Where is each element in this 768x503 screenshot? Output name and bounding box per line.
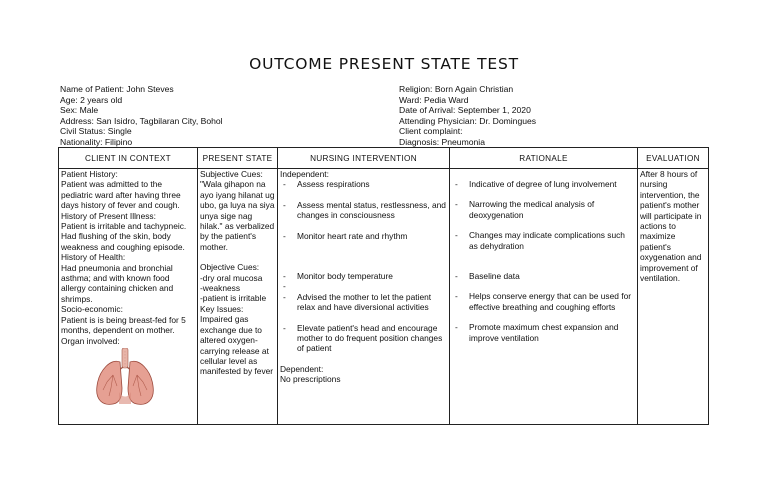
health-history-text: Had pneumonia and bronchial asthma; and with known food allergy containing chicken and shrimps. xyxy=(61,262,174,304)
present-illness-text: Patient is irritable and tachypneic. Had flushing of the skin, body weakness and coughing episode. xyxy=(61,221,187,252)
subjective-cues-label: Subjective Cues: xyxy=(200,169,263,179)
intervention-item: - Advised the mother to let the patient relax and have diversional activities xyxy=(283,291,432,313)
patient-info-right xyxy=(399,84,536,148)
objective-cue-1: -dry oral mucosa xyxy=(200,272,263,283)
header-evaluation: EVALUATION xyxy=(638,148,709,169)
intervention-item: - Monitor heart rate and rhythm xyxy=(283,230,408,241)
rationale-item: - Indicative of degree of lung involvement xyxy=(455,179,617,189)
objective-cue-2: -weakness xyxy=(200,283,241,294)
objective-cues-label: Objective Cues: xyxy=(200,262,260,273)
rationale-item: - Baseline data xyxy=(455,271,520,282)
organ-involved-label: Organ involved: xyxy=(61,335,120,346)
rationale-cell xyxy=(450,169,638,425)
evaluation-cell xyxy=(638,169,709,425)
evaluation-text: After 8 hours of nursing intervention, the patient's mother will participate in actions to maximize patient's oxygenation and improvement of ventilation. xyxy=(640,169,702,284)
patient-info-left xyxy=(60,84,223,148)
patient-history-label: Patient History: xyxy=(61,169,118,179)
patient-name: Name of Patient: John Steves xyxy=(60,84,174,94)
patient-ward: Ward: Pedia Ward xyxy=(399,94,469,105)
rationale-item: - Changes may indicate complications such as dehydration xyxy=(455,230,625,251)
intervention-item: - Assess respirations xyxy=(283,179,370,190)
independent-label: Independent: xyxy=(280,169,329,179)
intervention-item: - Monitor body temperature xyxy=(283,271,393,282)
socio-economic-text: Patient is is being breast-fed for 5 months, dependent on mother. xyxy=(61,314,186,336)
page-title: OUTCOME PRESENT STATE TEST xyxy=(249,55,519,73)
health-history-label: History of Health: xyxy=(61,252,126,263)
patient-address: Address: San Isidro, Tagbilaran City, Bohol xyxy=(60,115,223,126)
diagnosis: Diagnosis: Pneumonia xyxy=(399,136,485,147)
objective-cue-3: -patient is irritable xyxy=(200,293,267,304)
rationale-item: - Helps conserve energy that can be used for effective breathing and coughing efforts xyxy=(455,291,632,312)
present-illness-label: History of Present Illness: xyxy=(61,210,156,221)
patient-history-text: Patient was admitted to the pediatric ward after having three days history of fever and cough. xyxy=(61,179,181,211)
intervention-item: - Assess mental status, restlessness, and changes in consciousness xyxy=(283,199,446,221)
table-header-row xyxy=(59,148,709,169)
patient-civil-status: Civil Status: Single xyxy=(60,126,132,137)
header-client-in-context: CLIENT IN CONTEXT xyxy=(59,148,198,169)
date-of-arrival: Date of Arrival: September 1, 2020 xyxy=(399,105,531,116)
client-in-context-cell xyxy=(59,169,198,425)
header-rationale: RATIONALE xyxy=(450,148,638,169)
dependent-label: Dependent: xyxy=(280,363,324,374)
rationale-item: - Narrowing the medical analysis of deoxygenation xyxy=(455,199,595,220)
intervention-item: - Elevate patient's head and encourage mother to do frequent position changes of patient xyxy=(283,322,443,354)
patient-age: Age: 2 years old xyxy=(60,94,123,105)
patient-religion: Religion: Born Again Christian xyxy=(399,84,514,94)
opt-table xyxy=(58,147,709,425)
patient-nationality: Nationality: Filipino xyxy=(60,136,133,147)
lungs-icon xyxy=(89,348,161,408)
nursing-intervention-cell xyxy=(278,169,450,425)
patient-sex: Sex: Male xyxy=(60,105,99,116)
table-row xyxy=(59,169,709,425)
header-present-state: PRESENT STATE xyxy=(198,148,278,169)
header-nursing-intervention: NURSING INTERVENTION xyxy=(278,148,450,169)
attending-physician: Attending Physician: Dr. Domingues xyxy=(399,115,537,126)
dependent-text: No prescriptions xyxy=(280,374,341,385)
present-state-cell xyxy=(198,169,278,425)
client-complaint: Client complaint: xyxy=(399,126,463,137)
key-issues-label: Key Issues: xyxy=(200,303,244,314)
key-issues-text: Impaired gas exchange due to altered oxygen-carrying release at cellular level as manifested by fever xyxy=(200,314,274,377)
rationale-item: - Promote maximum chest expansion and improve ventilation xyxy=(455,322,619,343)
socio-economic-label: Socio-economic: xyxy=(61,304,123,315)
intervention-item: - xyxy=(283,281,286,292)
subjective-cues-text: "Wala gihapon na ayo iyang hilanat ug ubo, ga luya na siya unya sige nag hilak." as verbalized by the patient's mother. xyxy=(200,179,275,252)
